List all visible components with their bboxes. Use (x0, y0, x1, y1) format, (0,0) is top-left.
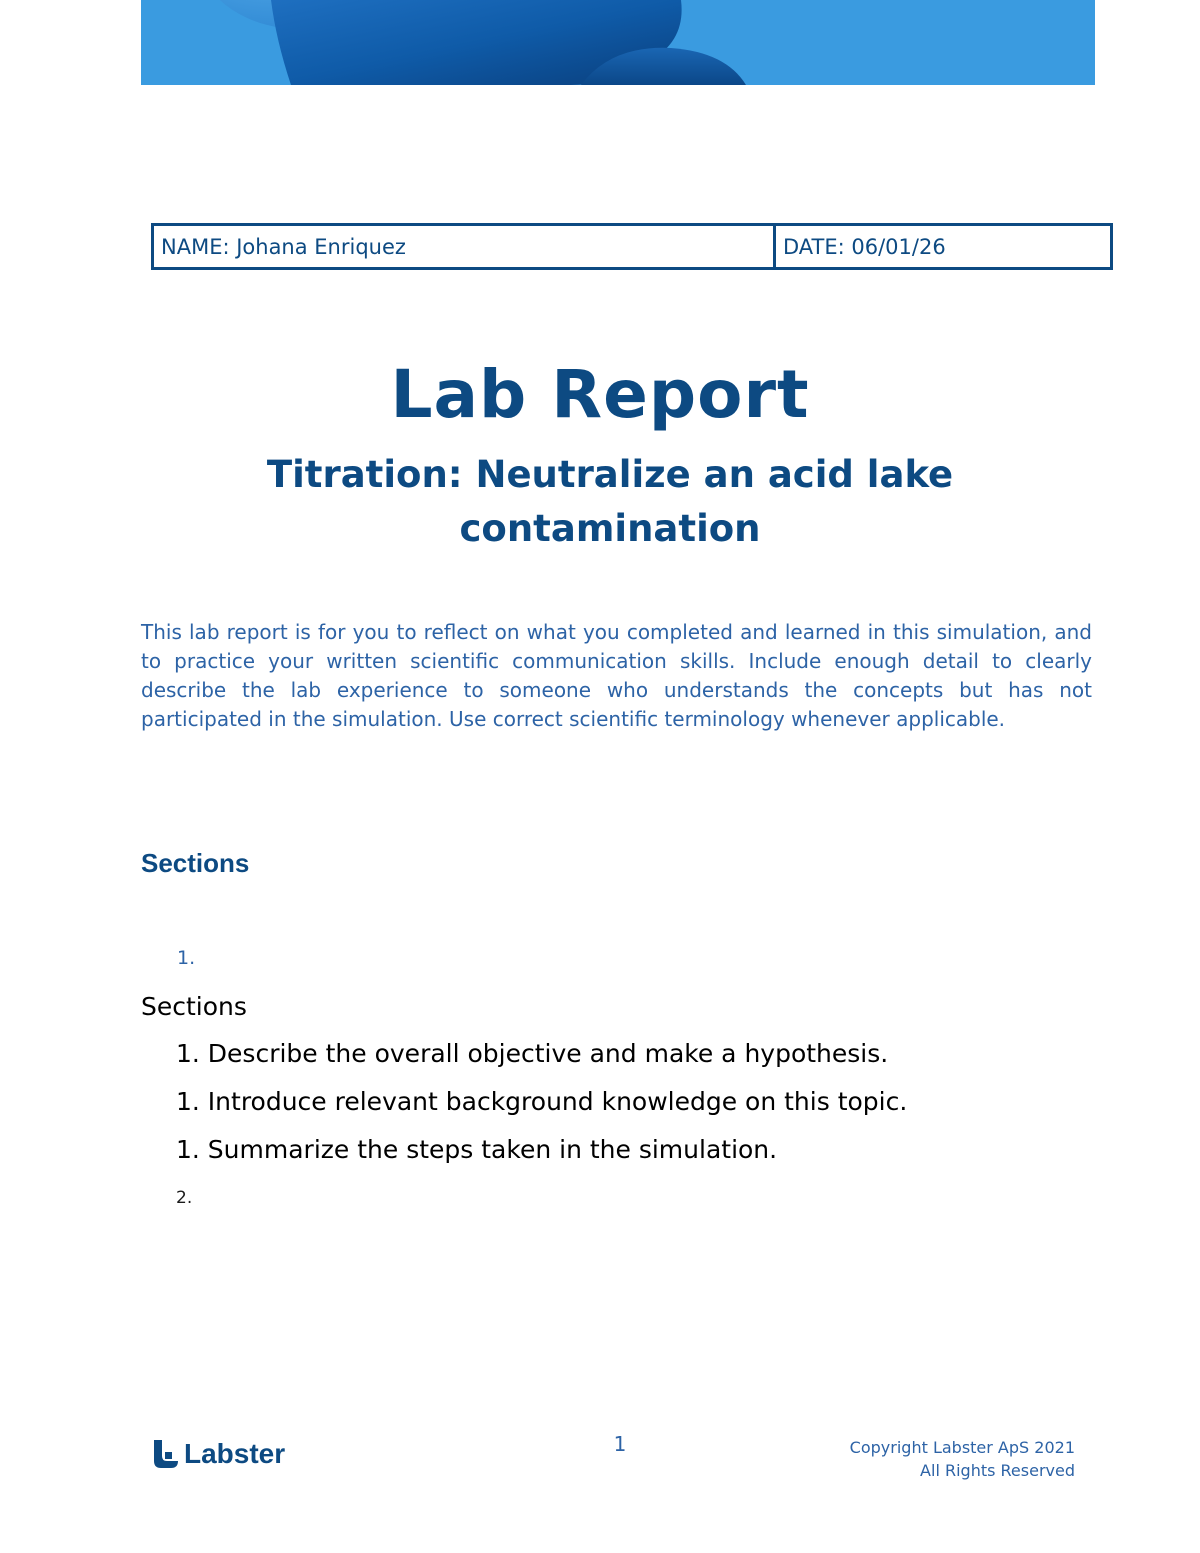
labster-logo (152, 1438, 285, 1470)
list-marker-1: 1. (177, 947, 196, 969)
intro-paragraph: This lab report is for you to reflect on what you completed and learned in this simulation, and to practice your written scientific communication skills. Include enough detail to clearly describe the lab experience to someone who understands the concepts but has not participated in the simulation. Use correct scientific terminology whenever applicable. (141, 620, 1092, 731)
list-item: 1. Summarize the steps taken in the simulation. (176, 1135, 778, 1164)
page-number: 1 (613, 1432, 627, 1456)
list-item: 1. Introduce relevant background knowledge on this topic. (176, 1087, 908, 1116)
copyright-notice (850, 1436, 1075, 1482)
banner-graphic (141, 0, 1095, 85)
list-item: 1. Describe the overall objective and make a hypothesis. (176, 1039, 889, 1068)
student-info-table (151, 223, 1113, 270)
rights-line: All Rights Reserved (920, 1461, 1075, 1480)
report-title: Lab Report (390, 356, 810, 433)
name-field[interactable]: NAME: Johana Enriquez (153, 225, 775, 269)
header-banner (141, 0, 1095, 85)
list-marker-2: 2. (176, 1188, 193, 1208)
report-subtitle: Titration: Neutralize an acid lake contamination (266, 453, 954, 550)
labster-logo-icon (152, 1438, 180, 1470)
date-field[interactable]: DATE: 06/01/26 (775, 225, 1112, 269)
sections-heading: Sections (141, 848, 250, 878)
copyright-line: Copyright Labster ApS 2021 (849, 1438, 1075, 1457)
sections-subheading: Sections (141, 992, 247, 1021)
task-list (176, 1034, 907, 1178)
logo-text: Labster (184, 1438, 286, 1469)
